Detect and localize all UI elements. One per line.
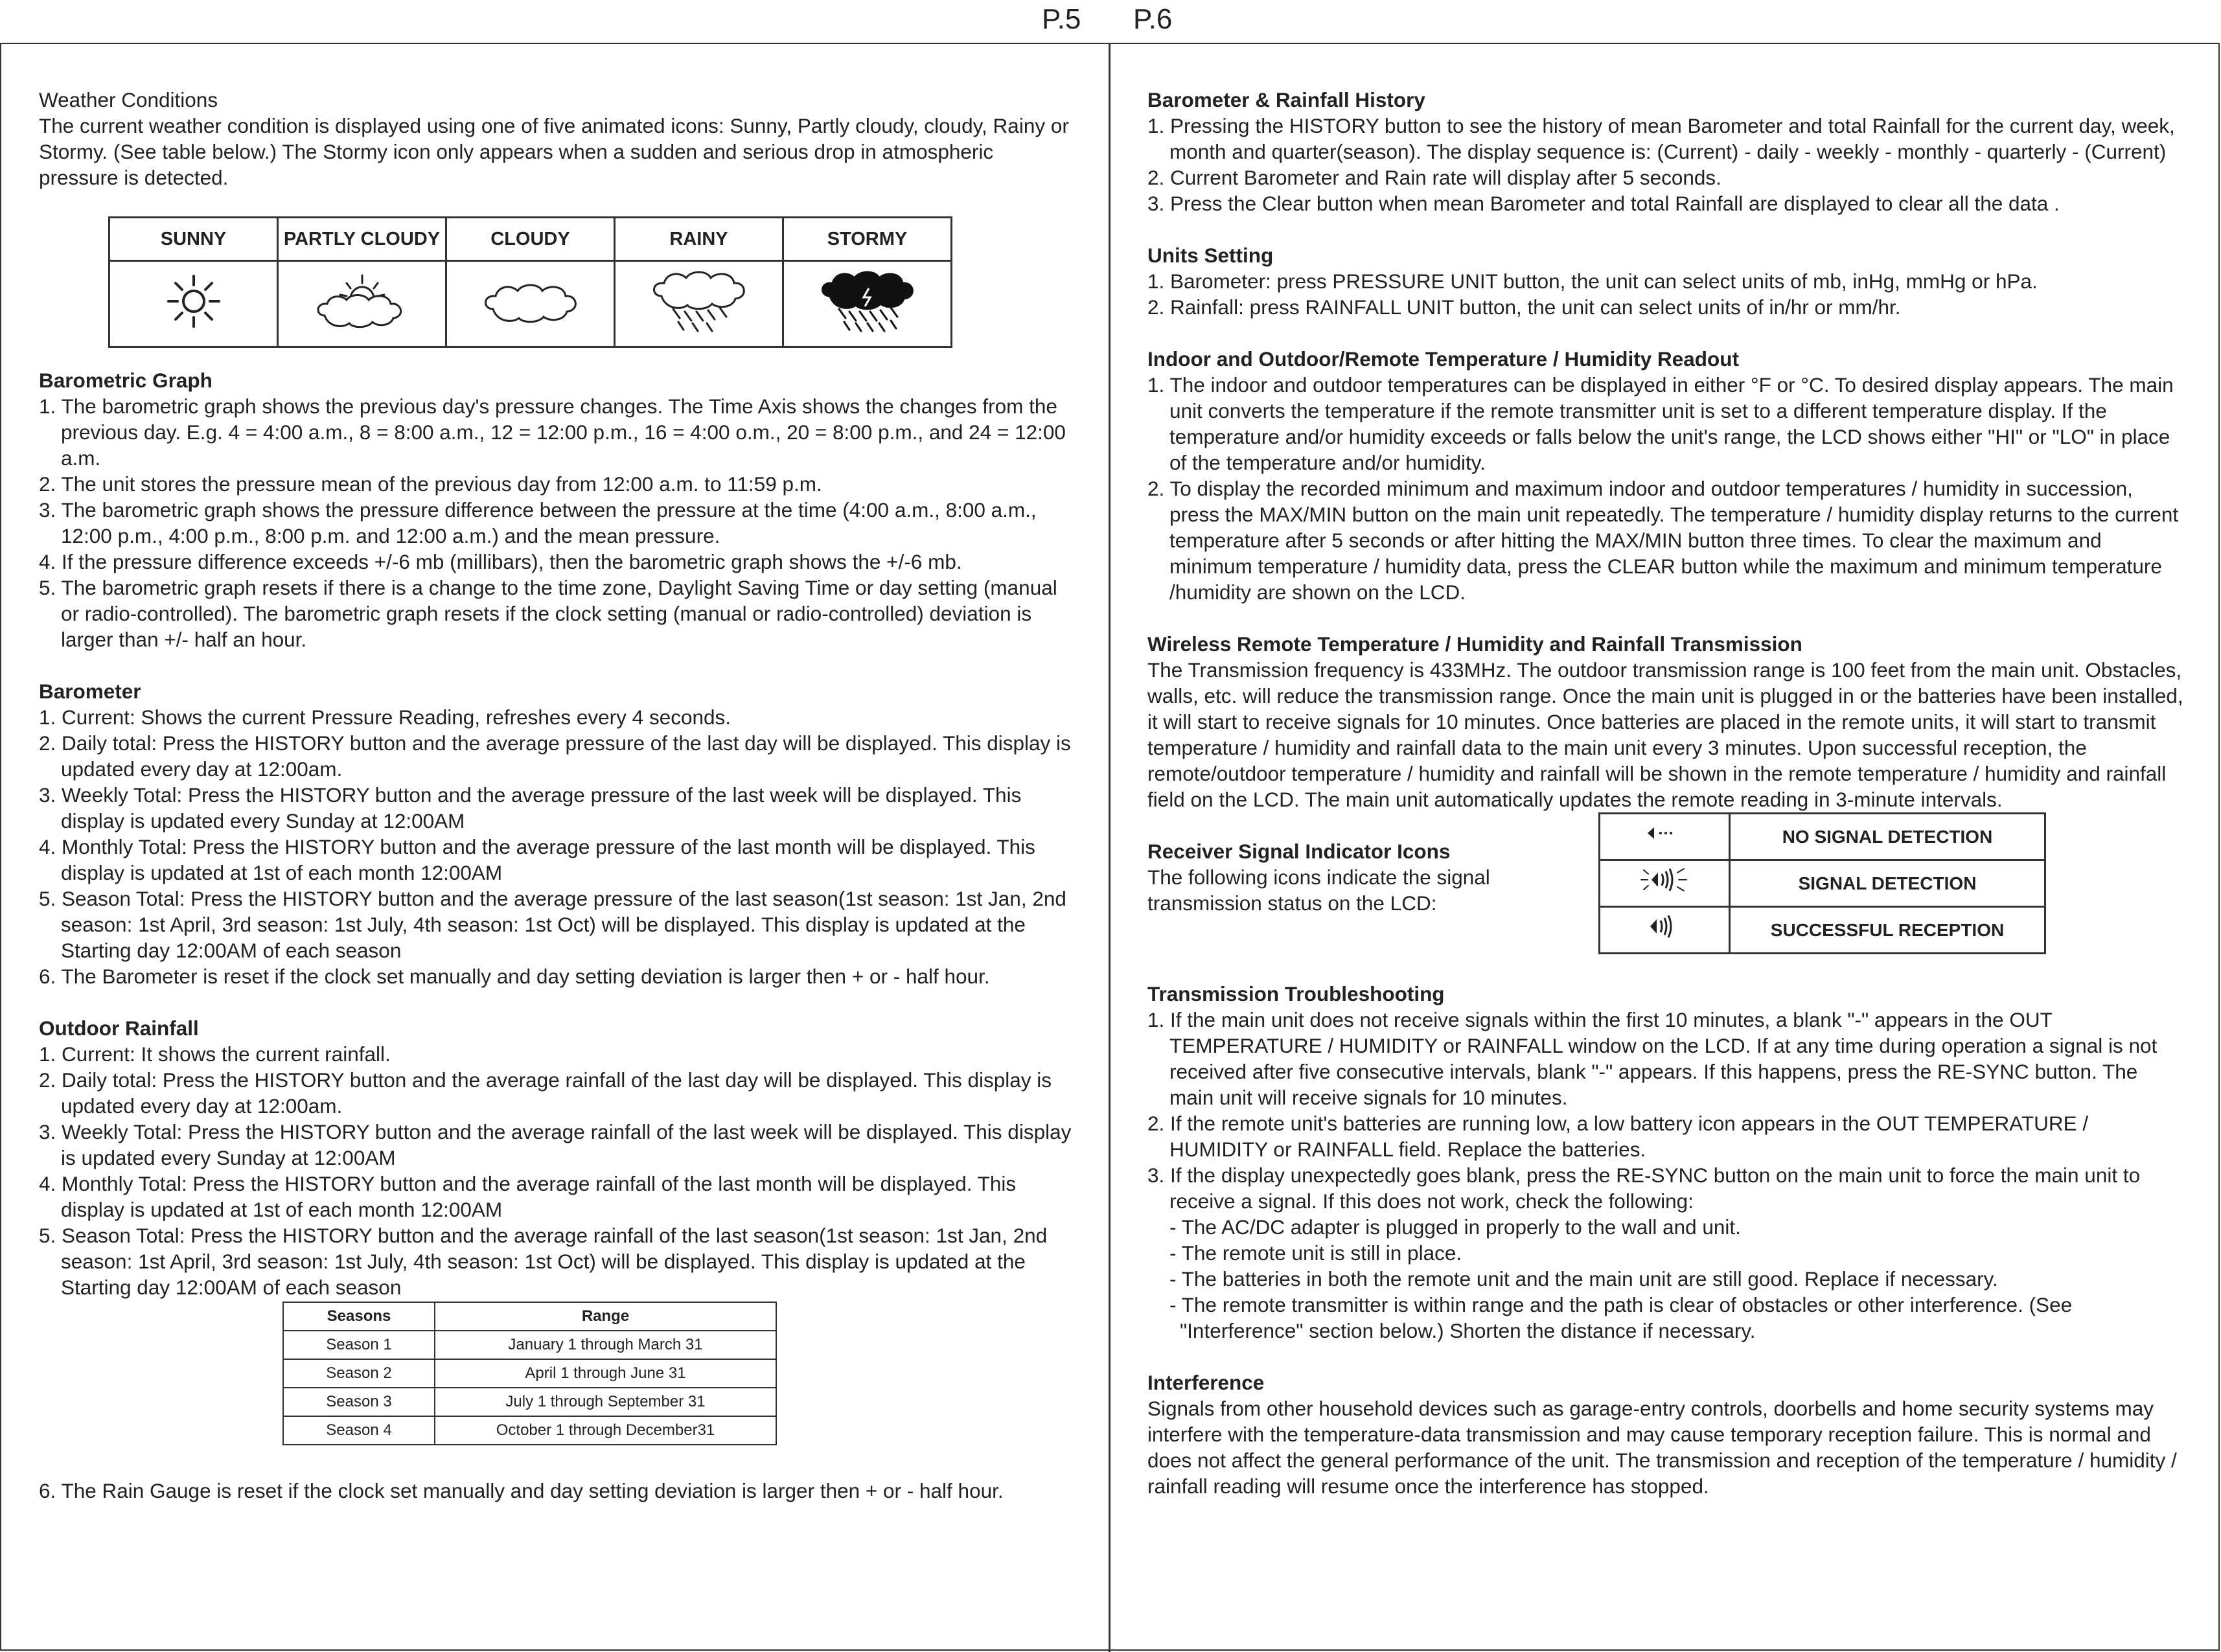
sun-icon	[165, 272, 223, 330]
left-page	[39, 87, 1076, 1504]
weather-conditions-text: The current weather condition is displayed using one of five animated icons: Sunny, Partly cloudy, cloudy, Rainy or Stormy. (See table below.) The Stormy icon only appears when a sudden and serious drop in atmospheric pressure is detected.	[39, 114, 1069, 189]
outdoor-rainfall-title: Outdoor Rainfall	[39, 1016, 199, 1040]
receiver-signal-section	[1147, 812, 2184, 961]
table-row	[1600, 814, 2045, 860]
cloud-icon	[479, 275, 582, 327]
list-item: 2. Daily total: Press the HISTORY button and the average rainfall of the last day will be displayed. This display is updated every day at 12:00am.	[39, 1068, 1052, 1118]
history-section	[1147, 87, 2184, 216]
barometric-graph-list	[39, 393, 1076, 652]
wireless-section	[1147, 631, 2184, 812]
list-item: 6. The Barometer is reset if the clock set manually and day setting deviation is larger then + or - half hour.	[39, 965, 990, 988]
list-item: 2. Daily total: Press the HISTORY button and the average pressure of the last day will be displayed. This display is updated every day at 12:00am.	[39, 731, 1071, 781]
list-item: 3. Press the Clear button when mean Barometer and total Rainfall are displayed to clear all the data .	[1147, 192, 2060, 215]
storm-cloud-icon	[816, 269, 919, 334]
header-partly-cloudy: PARTLY CLOUDY	[278, 218, 446, 261]
temp-humidity-list	[1147, 372, 2184, 605]
table-row	[283, 1331, 776, 1359]
list-item: - The batteries in both the remote unit and the main unit are still good. Replace if necessary.	[1169, 1267, 1998, 1291]
list-item: 2. If the remote unit's batteries are running low, a low battery icon appears in the OUT TEMPERATURE / HUMIDITY or RAINFALL field. Replace the batteries.	[1147, 1112, 2089, 1161]
season-cell: Season 2	[283, 1359, 435, 1388]
receiver-signal-text: The following icons indicate the signal transmission status on the LCD:	[1147, 866, 1490, 915]
list-item: 5. The barometric graph resets if there is a change to the time zone, Daylight Saving Time or day setting (manual or radio-controlled). The barometric graph resets if the clock setting (manual or radio-controlled) deviation is larger than +/- half an hour.	[39, 576, 1057, 651]
history-list	[1147, 113, 2184, 216]
successful-reception-label: SUCCESSFUL RECEPTION	[1730, 907, 2045, 954]
receiver-signal-title: Receiver Signal Indicator Icons	[1147, 840, 1451, 863]
list-item: - The AC/DC adapter is plugged in properly to the wall and unit.	[1169, 1215, 1741, 1239]
right-page	[1147, 87, 2184, 1499]
list-item: 5. Season Total: Press the HISTORY button and the average pressure of the last season(1st season: 1st Jan, 2nd season: 1st April, 3rd season: 1st July, 4th season: 1st Oct) will be displayed. This display is updated at the Starting day 12:00AM of each season	[39, 887, 1066, 962]
interference-section	[1147, 1370, 2184, 1499]
outdoor-rainfall-section	[39, 1015, 1076, 1504]
season-cell: Season 1	[283, 1331, 435, 1359]
page-label-right: P.6	[1133, 3, 1173, 35]
table-row	[283, 1388, 776, 1416]
list-item: - The remote unit is still in place.	[1169, 1241, 1462, 1265]
barometer-title: Barometer	[39, 680, 141, 703]
range-cell: January 1 through March 31	[435, 1331, 776, 1359]
list-item: 4. Monthly Total: Press the HISTORY button and the average pressure of the last month will be displayed. This display is updated at 1st of each month 12:00AM	[39, 835, 1035, 884]
barometric-graph-title: Barometric Graph	[39, 369, 213, 392]
no-signal-label: NO SIGNAL DETECTION	[1730, 814, 2045, 860]
barometer-section	[39, 678, 1076, 989]
list-item: 3. Weekly Total: Press the HISTORY button and the average rainfall of the last week will be displayed. This display is updated every Sunday at 12:00AM	[39, 1120, 1072, 1169]
rain-cloud-icon	[647, 269, 751, 334]
list-item: 2. To display the recorded minimum and maximum indoor and outdoor temperatures / humidity in succession, press the MAX/MIN button on the main unit repeatedly. The temperature / humidity display returns to the current temperature after 5 seconds or after hitting the MAX/MIN button three times. To clear the maximum and minimum temperature / humidity data, press the CLEAR button while the maximum and minimum temperature /humidity are shown on the LCD.	[1147, 477, 2179, 604]
seasons-header: Seasons	[283, 1302, 435, 1331]
page-label-left: P.5	[1042, 3, 1081, 35]
range-cell: October 1 through December31	[435, 1416, 776, 1445]
wireless-title: Wireless Remote Temperature / Humidity and Rainfall Transmission	[1147, 632, 1802, 656]
header-stormy: STORMY	[783, 218, 952, 261]
weather-icons-table	[108, 216, 952, 348]
successful-reception-cell	[1600, 907, 1730, 954]
header-sunny: SUNNY	[109, 218, 278, 261]
table-row	[283, 1359, 776, 1388]
cell-partly-cloudy	[278, 261, 446, 347]
successful-reception-icon	[1645, 913, 1684, 939]
units-setting-list	[1147, 268, 2184, 320]
list-item: - The remote transmitter is within range and the path is clear of obstacles or other interference. (See "Interference" section below.) Shorten the distance if necessary.	[1169, 1293, 2073, 1342]
outdoor-rainfall-list-end	[39, 1478, 1076, 1504]
barometer-list	[39, 704, 1076, 989]
table-row	[1600, 907, 2045, 954]
list-item: 1. If the main unit does not receive signals within the first 10 minutes, a blank "-" appears in the OUT TEMPERATURE / HUMIDITY or RAINFALL window on the LCD. If at any time during operation a signal is not received after five consecutive intervals, blank "-" appears. If this happens, press the RE-SYNC button. The main unit will receive signals for 10 minutes.	[1147, 1008, 2158, 1109]
list-item: 2. The unit stores the pressure mean of the previous day from 12:00 a.m. to 11:59 p.m.	[39, 472, 822, 496]
no-signal-cell	[1600, 814, 1730, 860]
list-item: 1. Barometer: press PRESSURE UNIT button, the unit can select units of mb, inHg, mmHg or hPa.	[1147, 270, 2038, 293]
list-item: 4. If the pressure difference exceeds +/-6 mb (millibars), then the barometric graph shows the +/-6 mb.	[39, 550, 962, 573]
seasons-table	[282, 1302, 777, 1445]
cell-stormy	[783, 261, 952, 347]
wireless-text: The Transmission frequency is 433MHz. The outdoor transmission range is 100 feet from the main unit. Obstacles, walls, etc. will reduce the transmission range. Once the main unit is plugged in or the batteries have been installed, it will start to receive signals for 10 minutes. Once batteries are placed in the remote units, it will start to transmit temperature / humidity and rainfall data to the main unit every 3 minutes. Upon successful reception, the remote/outdoor temperature / humidity and rainfall will be shown in the remote temperature / humidity and rainfall field on the LCD. The main unit automatically updates the remote reading in 3-minute intervals.	[1147, 658, 2183, 811]
list-item: 1. Current: Shows the current Pressure Reading, refreshes every 4 seconds.	[39, 706, 731, 729]
troubleshooting-sublist	[1147, 1214, 2184, 1344]
list-item: 1. The indoor and outdoor temperatures can be displayed in either °F or °C. To desired display appears. The main unit converts the temperature if the remote transmitter unit is set to a different temperature display. If the temperature and/or humidity exceeds or falls below the unit's range, the LCD shows either "HI" or "LO" in place of the temperature and/or humidity.	[1147, 373, 2174, 474]
units-setting-title: Units Setting	[1147, 244, 1274, 267]
list-item: 1. Current: It shows the current rainfall.	[39, 1042, 391, 1066]
list-item: 1. Pressing the HISTORY button to see the history of mean Barometer and total Rainfall for the current day, week, month and quarter(season). The display sequence is: (Current) - daily - weekly - monthly - quarterly - (Current)	[1147, 114, 2175, 163]
cell-rainy	[615, 261, 783, 347]
units-setting-section	[1147, 242, 2184, 320]
list-item: 1. The barometric graph shows the previous day's pressure changes. The Time Axis shows the changes from the previous day. E.g. 4 = 4:00 a.m., 8 = 8:00 a.m., 12 = 12:00 p.m., 16 = 4:00 o.m., 20 = 8:00 p.m., and 24 = 12:00 a.m.	[39, 395, 1066, 470]
history-title: Barometer & Rainfall History	[1147, 88, 1425, 111]
header-rainy: RAINY	[615, 218, 783, 261]
receiver-signal-text-block	[1147, 838, 1549, 916]
troubleshooting-section	[1147, 981, 2184, 1344]
signal-detection-label: SIGNAL DETECTION	[1730, 860, 2045, 907]
signal-icons-table	[1598, 812, 2046, 954]
temp-humidity-section	[1147, 346, 2184, 605]
list-item: 4. Monthly Total: Press the HISTORY button and the average rainfall of the last month will be displayed. This display is updated at 1st of each month 12:00AM	[39, 1172, 1017, 1221]
interference-title: Interference	[1147, 1371, 1265, 1394]
list-item: 2. Rainfall: press RAINFALL UNIT button, the unit can select units of in/hr or mm/hr.	[1147, 295, 1901, 319]
range-cell: July 1 through September 31	[435, 1388, 776, 1416]
table-row	[283, 1416, 776, 1445]
no-signal-icon	[1645, 823, 1684, 843]
weather-conditions-section	[39, 87, 1076, 348]
cell-cloudy	[446, 261, 615, 347]
list-item: 3. The barometric graph shows the pressure difference between the pressure at the time (4:00 a.m., 8:00 a.m., 12:00 p.m., 4:00 p.m., 8:00 p.m. and 12:00 a.m.) and the mean pressure.	[39, 498, 1037, 547]
range-header: Range	[435, 1302, 776, 1331]
troubleshooting-title: Transmission Troubleshooting	[1147, 982, 1445, 1005]
weather-conditions-title: Weather Conditions	[39, 88, 218, 111]
temp-humidity-title: Indoor and Outdoor/Remote Temperature / Humidity Readout	[1147, 347, 1739, 371]
season-cell: Season 3	[283, 1388, 435, 1416]
list-item: 3. If the display unexpectedly goes blank, press the RE-SYNC button on the main unit to force the main unit to receive a signal. If this does not work, check the following:	[1147, 1164, 2141, 1213]
list-item: 3. Weekly Total: Press the HISTORY button and the average pressure of the last week will be displayed. This display is updated every Sunday at 12:00AM	[39, 783, 1022, 832]
range-cell: April 1 through June 31	[435, 1359, 776, 1388]
partly-cloudy-icon	[310, 269, 414, 334]
barometric-graph-section	[39, 367, 1076, 652]
season-cell: Season 4	[283, 1416, 435, 1445]
page-divider	[1109, 43, 1110, 1652]
list-item: 5. Season Total: Press the HISTORY button and the average rainfall of the last season(1st season: 1st Jan, 2nd season: 1st April, 3rd season: 1st July, 4th season: 1st Oct) will be displayed. This display is updated at the Starting day 12:00AM of each season	[39, 1224, 1048, 1299]
table-row	[1600, 860, 2045, 907]
header-cloudy: CLOUDY	[446, 218, 615, 261]
page-labels	[0, 0, 2221, 43]
outdoor-rainfall-list	[39, 1041, 1076, 1300]
signal-detection-icon	[1639, 864, 1690, 896]
troubleshooting-list	[1147, 1007, 2184, 1214]
cell-sunny	[109, 261, 278, 347]
signal-detection-cell	[1600, 860, 1730, 907]
interference-text: Signals from other household devices such as garage-entry controls, doorbells and home security systems may interfere with the temperature-data transmission and may cause temporary reception failure. This is normal and does not affect the general performance of the unit. The transmission and reception of the temperature / humidity / rainfall reading will resume once the interference has stopped.	[1147, 1397, 2177, 1498]
list-item: 2. Current Barometer and Rain rate will display after 5 seconds.	[1147, 166, 1721, 189]
list-item: 6. The Rain Gauge is reset if the clock set manually and day setting deviation is larger then + or - half hour.	[39, 1479, 1004, 1502]
